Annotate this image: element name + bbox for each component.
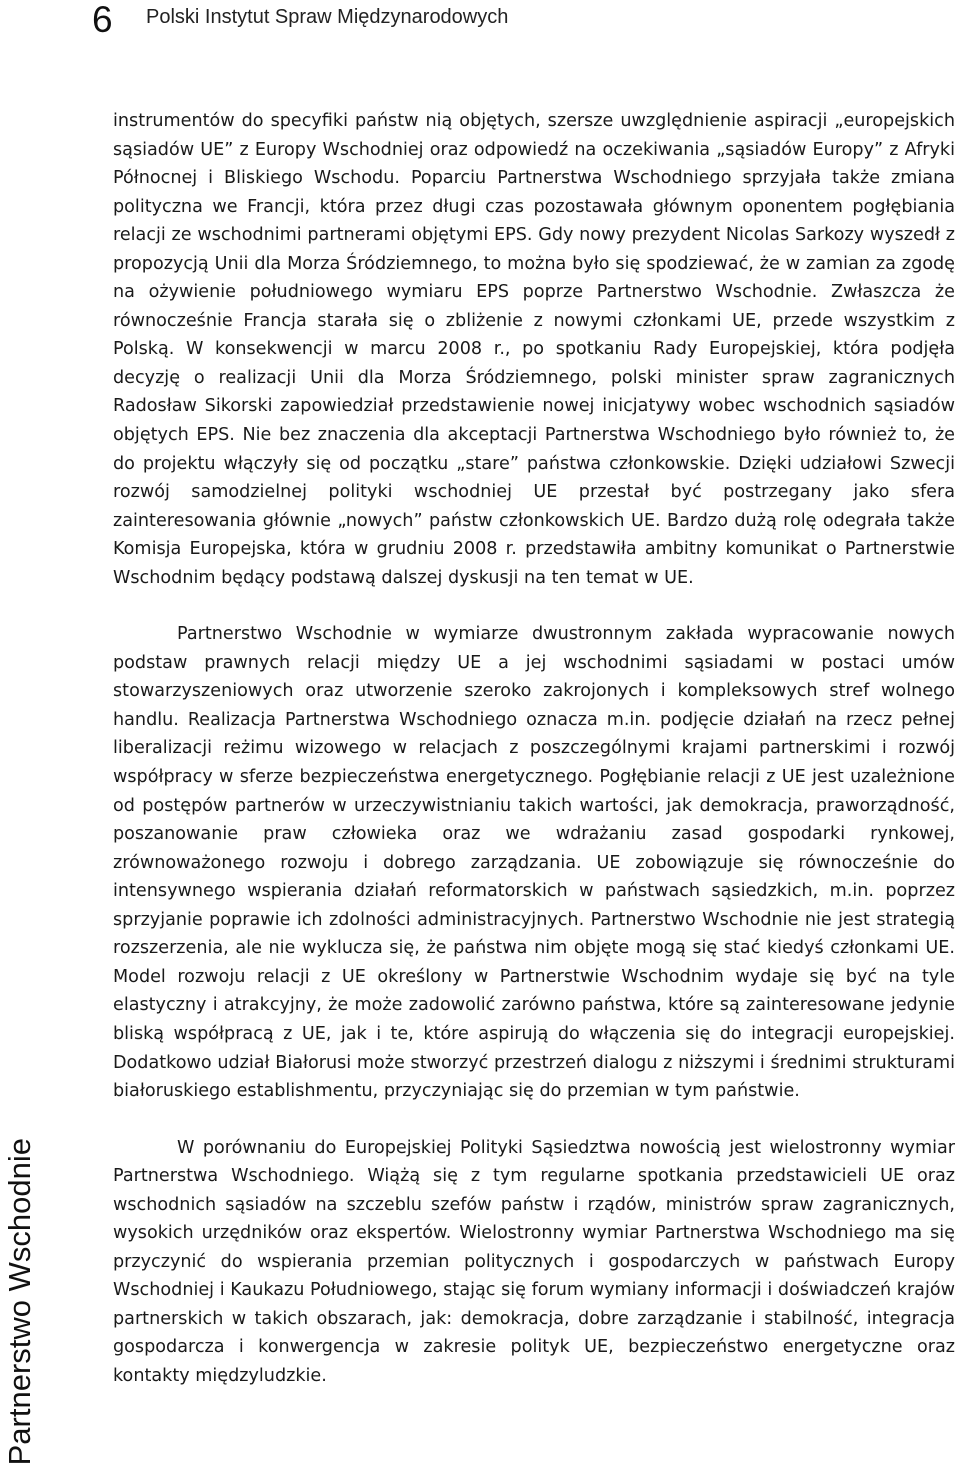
page-number: 6 <box>92 0 113 40</box>
page-header <box>0 0 960 46</box>
running-head: Polski Instytut Spraw Międzynarodowych <box>146 6 509 28</box>
paragraph-1: instrumentów do specyfiki państw nią objętych, szersze uwzględnienie aspiracji „europejskich sąsiadów UE” z Europy Wschodniej oraz odpowiedź na oczekiwania „sąsiadów Europy” z Afryki Północnej i Bliskiego Wschodu. Poparciu Partnerstwa Wschodniego sprzyjała także zmiana polityczna we Francji, która przez długi czas pozostawała głównym oponentem pogłębiania relacji ze wschodnimi partnerami objętymi EPS. Gdy nowy prezydent Nicolas Sarkozy wyszedł z propozycją Unii dla Morza Śródziemnego, to można było się spodziewać, że w zamian za zgodę na ożywienie południowego wymiaru EPS poprze Partnerstwo Wschodnie. Zwłaszcza że równocześnie Francja starała się o zbliżenie z nowymi członkami UE, przede wszystkim z Polską. W konsekwencji w marcu 2008 r., po spotkaniu Rady Europejskiej, która podjęła decyzję o realizacji Unii dla Morza Śródziemnego, polski minister spraw zagranicznych Radosław Sikorski zapowiedział przedstawienie nowej inicjatywy wobec wschodnich sąsiadów objętych EPS. Nie bez znaczenia dla akceptacji Partnerstwa Wschodniego było również to, że do projektu włączyły się od początku „stare” państwa członkowskie. Dzięki udziałowi Szwecji rozwój samodzielnej polityki wschodniej UE przestał być postrzegany jako sfera zainteresowania głównie „nowych” państw członkowskich UE. Bardzo dużą rolę odegrała także Komisja Europejska, która w grudniu 2008 r. przedstawiła ambitny komunikat o Partnerstwie Wschodnim będący podstawą dalszej dyskusji na ten temat w UE. <box>113 111 955 588</box>
paragraph-2: Partnerstwo Wschodnie w wymiarze dwustronnym zakłada wypracowanie nowych podstaw prawnych relacji między UE a jej wschodnimi sąsiadami w postaci umów stowarzyszeniowych oraz utworzenie szeroko zakrojonych i kompleksowych stref wolnego handlu. Realizacja Partnerstwa Wschodniego oznacza m.in. podjęcie działań na rzecz pełnej liberalizacji reżimu wizowego w relacjach z poszczególnymi krajami partnerskimi i rozwój współpracy w sferze bezpieczeństwa energetycznego. Pogłębianie relacji z UE jest uzależnione od postępów partnerów w urzeczywistnianiu takich wartości, jak demokracja, praworządność, poszanowanie praw człowieka oraz we wdrażaniu zasad gospodarki rynkowej, zrównoważonego rozwoju i dobrego zarządzania. UE zobowiązuje się równocześnie do intensywnego wspierania działań reformatorskich w państwach sąsiedzkich, m.in. poprzez sprzyjanie poprawie ich zdolności administracyjnych. Partnerstwo Wschodnie nie jest strategią rozszerzenia, ale nie wyklucza się, że państwa nim objęte mogą się stać kiedyś członkami UE. Model rozwoju relacji z UE określony w Partnerstwie Wschodnim wydaje się być na tyle elastyczny i atrakcyjny, że może zadowolić zarówno państwa, które są zainteresowane jedynie bliską współpracą z UE, jak i te, które aspirują do włączenia się do integracji europejskiej. Dodatkowo udział Białorusi może stworzyć przestrzeń dialogu z niższymi i średnimi strukturami białoruskiego establishmentu, przyczyniając się do przemian w tym państwie. <box>113 624 955 1102</box>
paragraph-3: W porównaniu do Europejskiej Polityki Sąsiedztwa nowością jest wielostronny wymiar Partnerstwa Wschodniego. Wiążą się z tym regularne spotkania przedstawicieli UE oraz wschodnich sąsiadów na szczeblu szefów państw i rządów, ministrów spraw zagranicznych, wysokich urzędników oraz ekspertów. Wielostronny wymiar Partnerstwa Wschodniego ma się przyczynić do wspierania przemian politycznych i gospodarczych w państwach Europy Wschodniej i Kaukazu Południowego, stając się forum wymiany informacji i doświadczeń krajów partnerskich w takich obszarach, jak: demokracja, dobre zarządzanie i stabilność, integracja gospodarcza i konwergencja w zakresie polityk UE, bezpieczeństwo energetyczne oraz kontakty międzyludzkie. <box>113 1137 955 1386</box>
side-section-title: Partnerstwo Wschodnie <box>2 1137 37 1465</box>
body-text <box>113 107 955 1391</box>
